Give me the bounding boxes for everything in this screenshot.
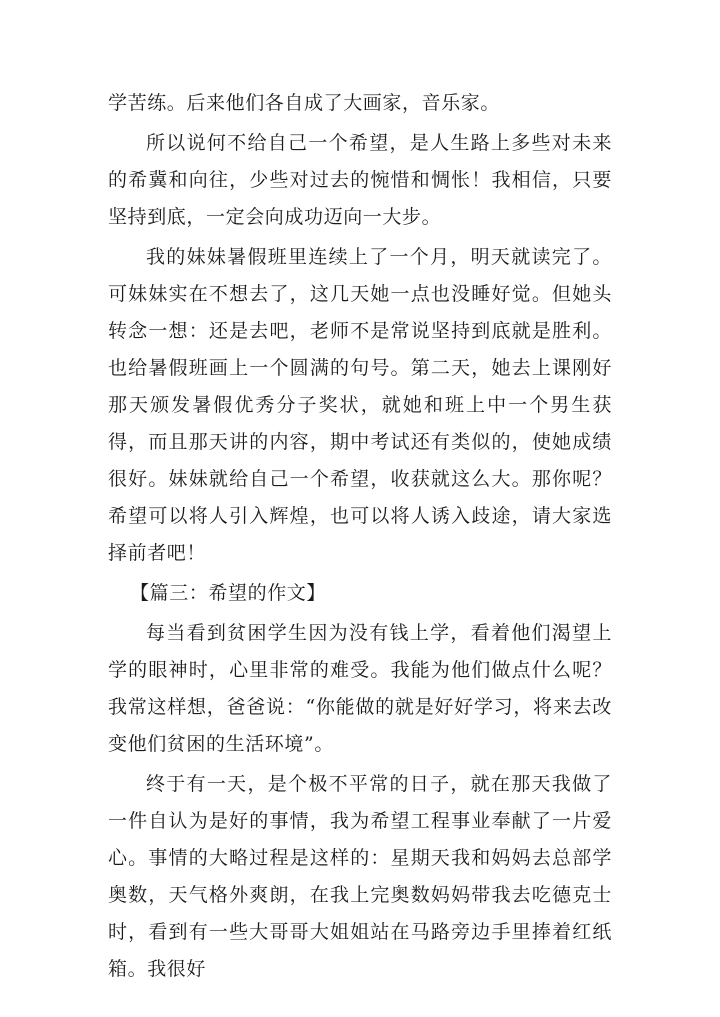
paragraph-hope-reflection: 所以说何不给自己一个希望，是人生路上多些对未来的希冀和向往，少些对过去的惋惜和惆怅！我相信，只要坚持到底，一定会向成功迈向一大步。 [108,132,612,228]
section-title: 【篇三：希望的作文】 [130,582,327,604]
paragraph-sister-story: 我的妹妹暑假班里连续上了一个月，明天就读完了。可妹妹实在不想去了，这几天她一点也没睡好觉。但她头转念一想：还是去吧，老师不是常说坚持到底就是胜利。也给暑假班画上一个圆满的句号。第二天，她去上课刚好那天颁发暑假优秀分子奖状，就她和班上中一个男生获得，而且那天讲的内容，期中考试还有类似的，使她成绩很好。妹妹就给自己一个希望，收获就这么大。那你呢？希望可以将人引入辉煌，也可以将人诱入歧途，请大家选择前者吧！ [108,246,612,564]
paragraph-special-day: 终于有一天，是个极不平常的日子，就在那天我做了一件自认为是好的事情，我为希望工程事业奉献了一片爱心。事情的大略过程是这样的：星期天我和妈妈去总部学奥数，天气格外爽朗，在我上完奥数妈妈带我去吃德克士时，看到有一些大哥哥大姐姐站在马路旁边手里捧着红纸箱。我很好 [108,773,612,980]
paragraph-continuation: 学苦练。后来他们各自成了大画家，音乐家。 [108,92,501,114]
document-page [108,85,612,991]
paragraph-poor-students: 每当看到贫困学生因为没有钱上学，看着他们渴望上学的眼神时，心里非常的难受。我能为他们做点什么呢？我常这样想，爸爸说：“你能做的就是好好学习，将来去改变他们贫困的生活环境”。 [108,622,612,755]
